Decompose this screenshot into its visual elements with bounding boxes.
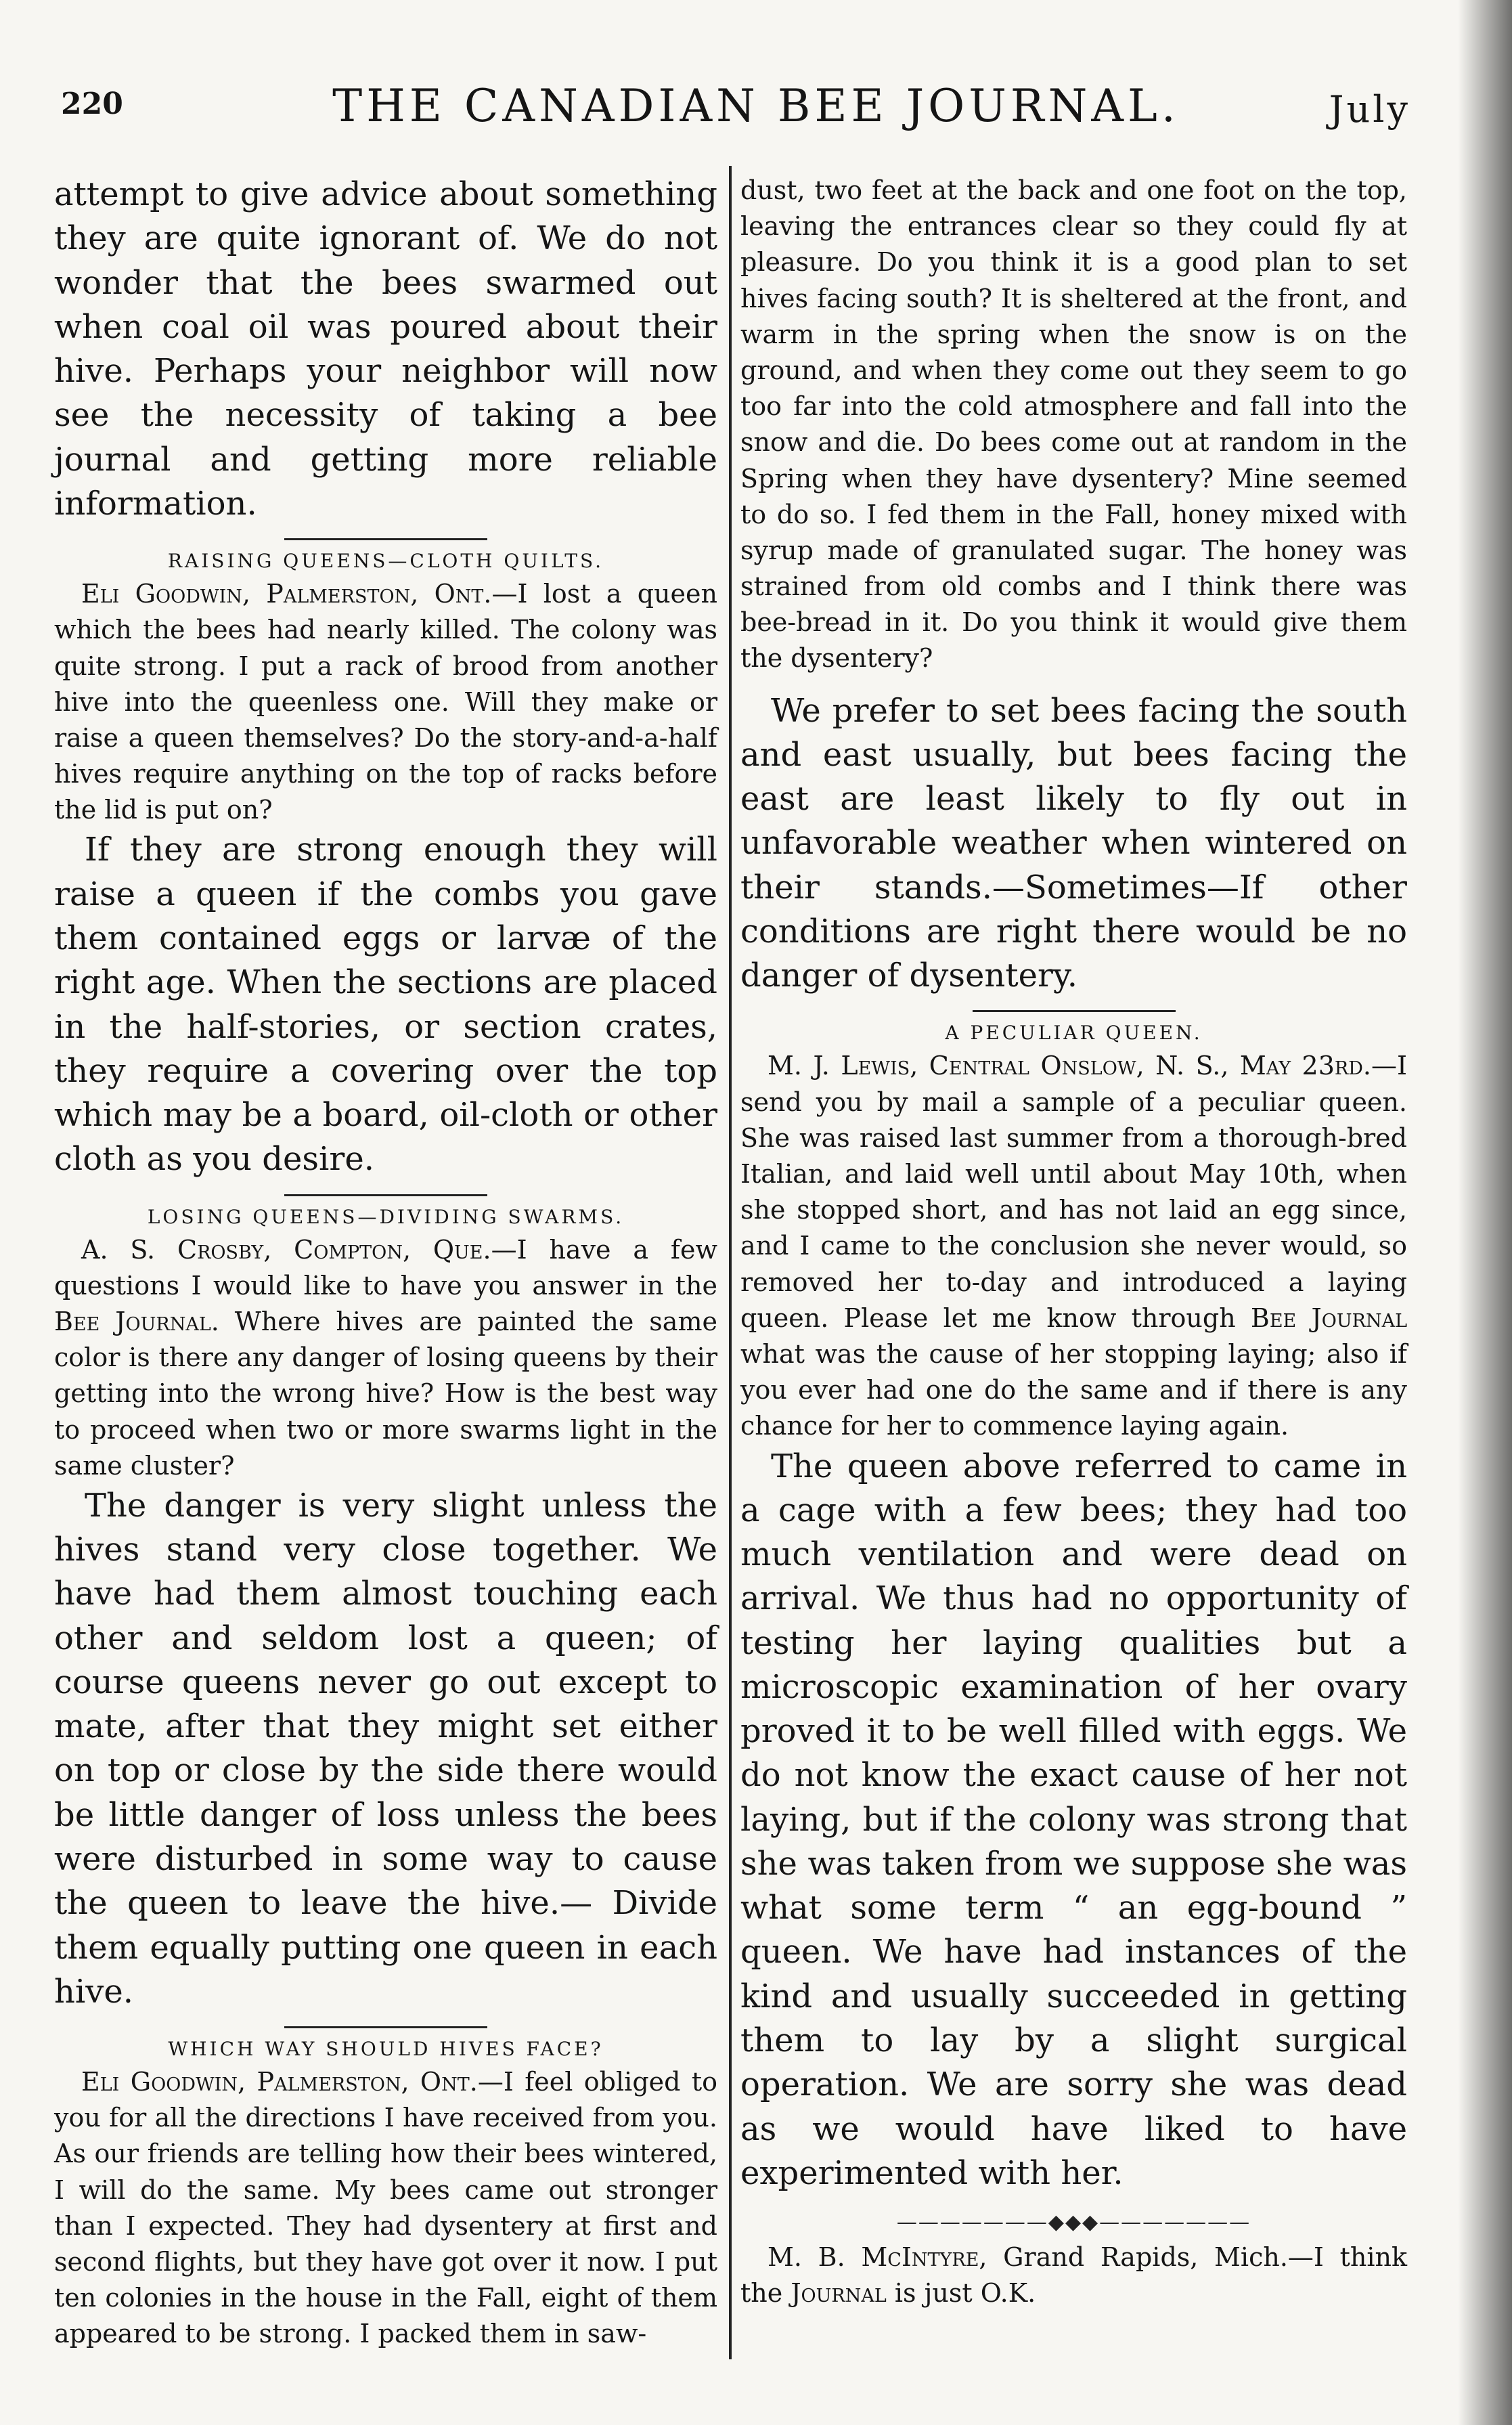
column-divider	[729, 166, 732, 2359]
letter-text: —I feel obliged to you for all the directions I have received from you. As our friends are telling how their bees wintered, I will do the same. My bees came out stronger than I expected. They had dysentery at first and second flights, but they have got over it now. I put ten colonies in the house in the Fall, eight of them appeared to be strong. I packed them in saw-	[54, 2067, 717, 2349]
letter-text: —I send you by mail a sample of a peculiar queen. She was raised last summer from a thorough-bred Italian, and laid well until about May 10th, when she stopped short, and has not laid an egg since, and I came to the conclusion she never would, so removed her to-day and introduced a laying queen. Please let me know through	[740, 1051, 1407, 1333]
letter-text: —I have a few questions I would like to have you answer in the	[54, 1234, 717, 1301]
correspondent-letter	[54, 1232, 717, 1484]
letter-text: is just O.K.	[886, 2278, 1036, 2309]
correspondent-name: A. S. Crosby, Compton, Que.	[81, 1234, 491, 1265]
letter-text: . Where hives are painted the same color is there any danger of losing queens by their getting into the wrong hive? How is the best way to proceed when two or more swarms light in the same cluster?	[54, 1306, 717, 1481]
correspondent-letter	[54, 2064, 717, 2353]
letter-text: —I lost a queen which the bees had nearly killed. The colony was quite strong. I put a rack of brood from another hive into the queenless one. Will they make or raise a queen themselves? Do the story-and-a-half hives require anything on the top of racks before the lid is put on?	[54, 579, 717, 825]
section-rule	[973, 1010, 1176, 1012]
section-heading: LOSING QUEENS—DIVIDING SWARMS.	[147, 1205, 625, 1228]
editor-answer: The queen above referred to came in a cage with a few bees; they had too much ventilation and were dead on arrival. We thus had no opportunity of testing her laying qualities but a microscopic examination of her ovary proved it to be well filled with eggs. We do not know the exact cause of her not laying, but if the colony was strong that she was taken from we suppose she was what some term “ an egg-bound ” queen. We have had instances of the kind and usually succeeded in getting them to lay by a slight surgical operation. We are sorry she was dead as we would have liked to have experimented with her.	[740, 1447, 1407, 2192]
journal-name: Journal	[791, 2278, 887, 2309]
page-header	[0, 80, 1512, 154]
correspondent-name: Eli Goodwin, Palmerston, Ont.	[81, 579, 492, 609]
letter-text: , Grand Rapids, Mich.—I think the	[740, 2242, 1407, 2309]
correspondent-name: Eli Goodwin, Palmerston, Ont.	[81, 2067, 478, 2097]
page-number: 220	[61, 87, 123, 121]
editor-answer: We prefer to set bees facing the south and east usually, but bees facing the east are least likely to fly out in unfavorable weather when wintered on their stands.—Sometimes—If other conditions are right there would be no danger of dysentery.	[740, 691, 1407, 995]
correspondent-letter	[54, 576, 717, 828]
editor-answer: If they are strong enough they will raise a queen if the combs you gave them contained eggs or larvæ of the right age. When the sections are placed in the half-stories, or section crates, they require a covering over the top which may be a board, oil-cloth or other cloth as you desire.	[54, 831, 717, 1179]
correspondent-name: M. B. McIntyre	[768, 2242, 979, 2273]
correspondent-letter-continued: dust, two feet at the back and one foot on the top, leaving the entrances clear so they could fly at pleasure. Do you think it is a good plan to set hives facing south? It is sheltered at the front, and warm in the spring when the snow is on the ground, and when they come out they seem to go too far into the cold atmosphere and fall into the snow and die. Do bees come out at random in the Spring when they have dysentery? Mine seemed to do so. I fed them in the Fall, honey mixed with syrup made of granulated sugar. The honey was strained from old combs and I think there was bee-bread in it. Do you think it would give them the dysentery?	[740, 175, 1407, 674]
journal-title: THE CANADIAN BEE JOURNAL.	[332, 80, 1180, 132]
section-heading: A PECULIAR QUEEN.	[945, 1022, 1203, 1045]
editor-answer: The danger is very slight unless the hives stand very close together. We have had them almost touching each other and seldom lost a queen; of course queens never go out except to mate, after that they might set either on top or close by the side there would be little danger of loss unless the bees were disturbed in some way to cause the queen to leave the hive.— Divide them equally putting one queen in each hive.	[54, 1486, 717, 2011]
section-rule	[284, 538, 487, 540]
section-heading: WHICH WAY SHOULD HIVES FACE?	[168, 2038, 604, 2061]
section-rule	[284, 2026, 487, 2028]
closing-note	[740, 2240, 1407, 2311]
left-column	[54, 173, 717, 2353]
section-heading: RAISING QUEENS—CLOTH QUILTS.	[167, 550, 604, 573]
ornamental-rule: ———————◆◆◆———————	[896, 2210, 1251, 2235]
journal-name: Bee Journal	[1250, 1303, 1407, 1333]
page-edge-shadow	[1458, 0, 1512, 2425]
intro-answer: attempt to give advice about something they are quite ignorant of. We do not wonder that the bees swarmed out when coal oil was poured about their hive. Perhaps your neighbor will now see the necessity of taking a bee journal and getting more reliable information.	[54, 175, 717, 523]
right-column	[740, 173, 1407, 2311]
correspondent-name: M. J. Lewis, Central Onslow, N. S., May 23rd.	[768, 1051, 1371, 1081]
section-rule	[284, 1194, 487, 1196]
letter-text: what was the cause of her stopping laying; also if you ever had one do the same and if there is any chance for her to commence laying again.	[740, 1338, 1407, 1441]
journal-name: Bee Journal	[54, 1306, 211, 1336]
correspondent-letter	[740, 1048, 1407, 1444]
issue-month: July	[1329, 88, 1410, 131]
